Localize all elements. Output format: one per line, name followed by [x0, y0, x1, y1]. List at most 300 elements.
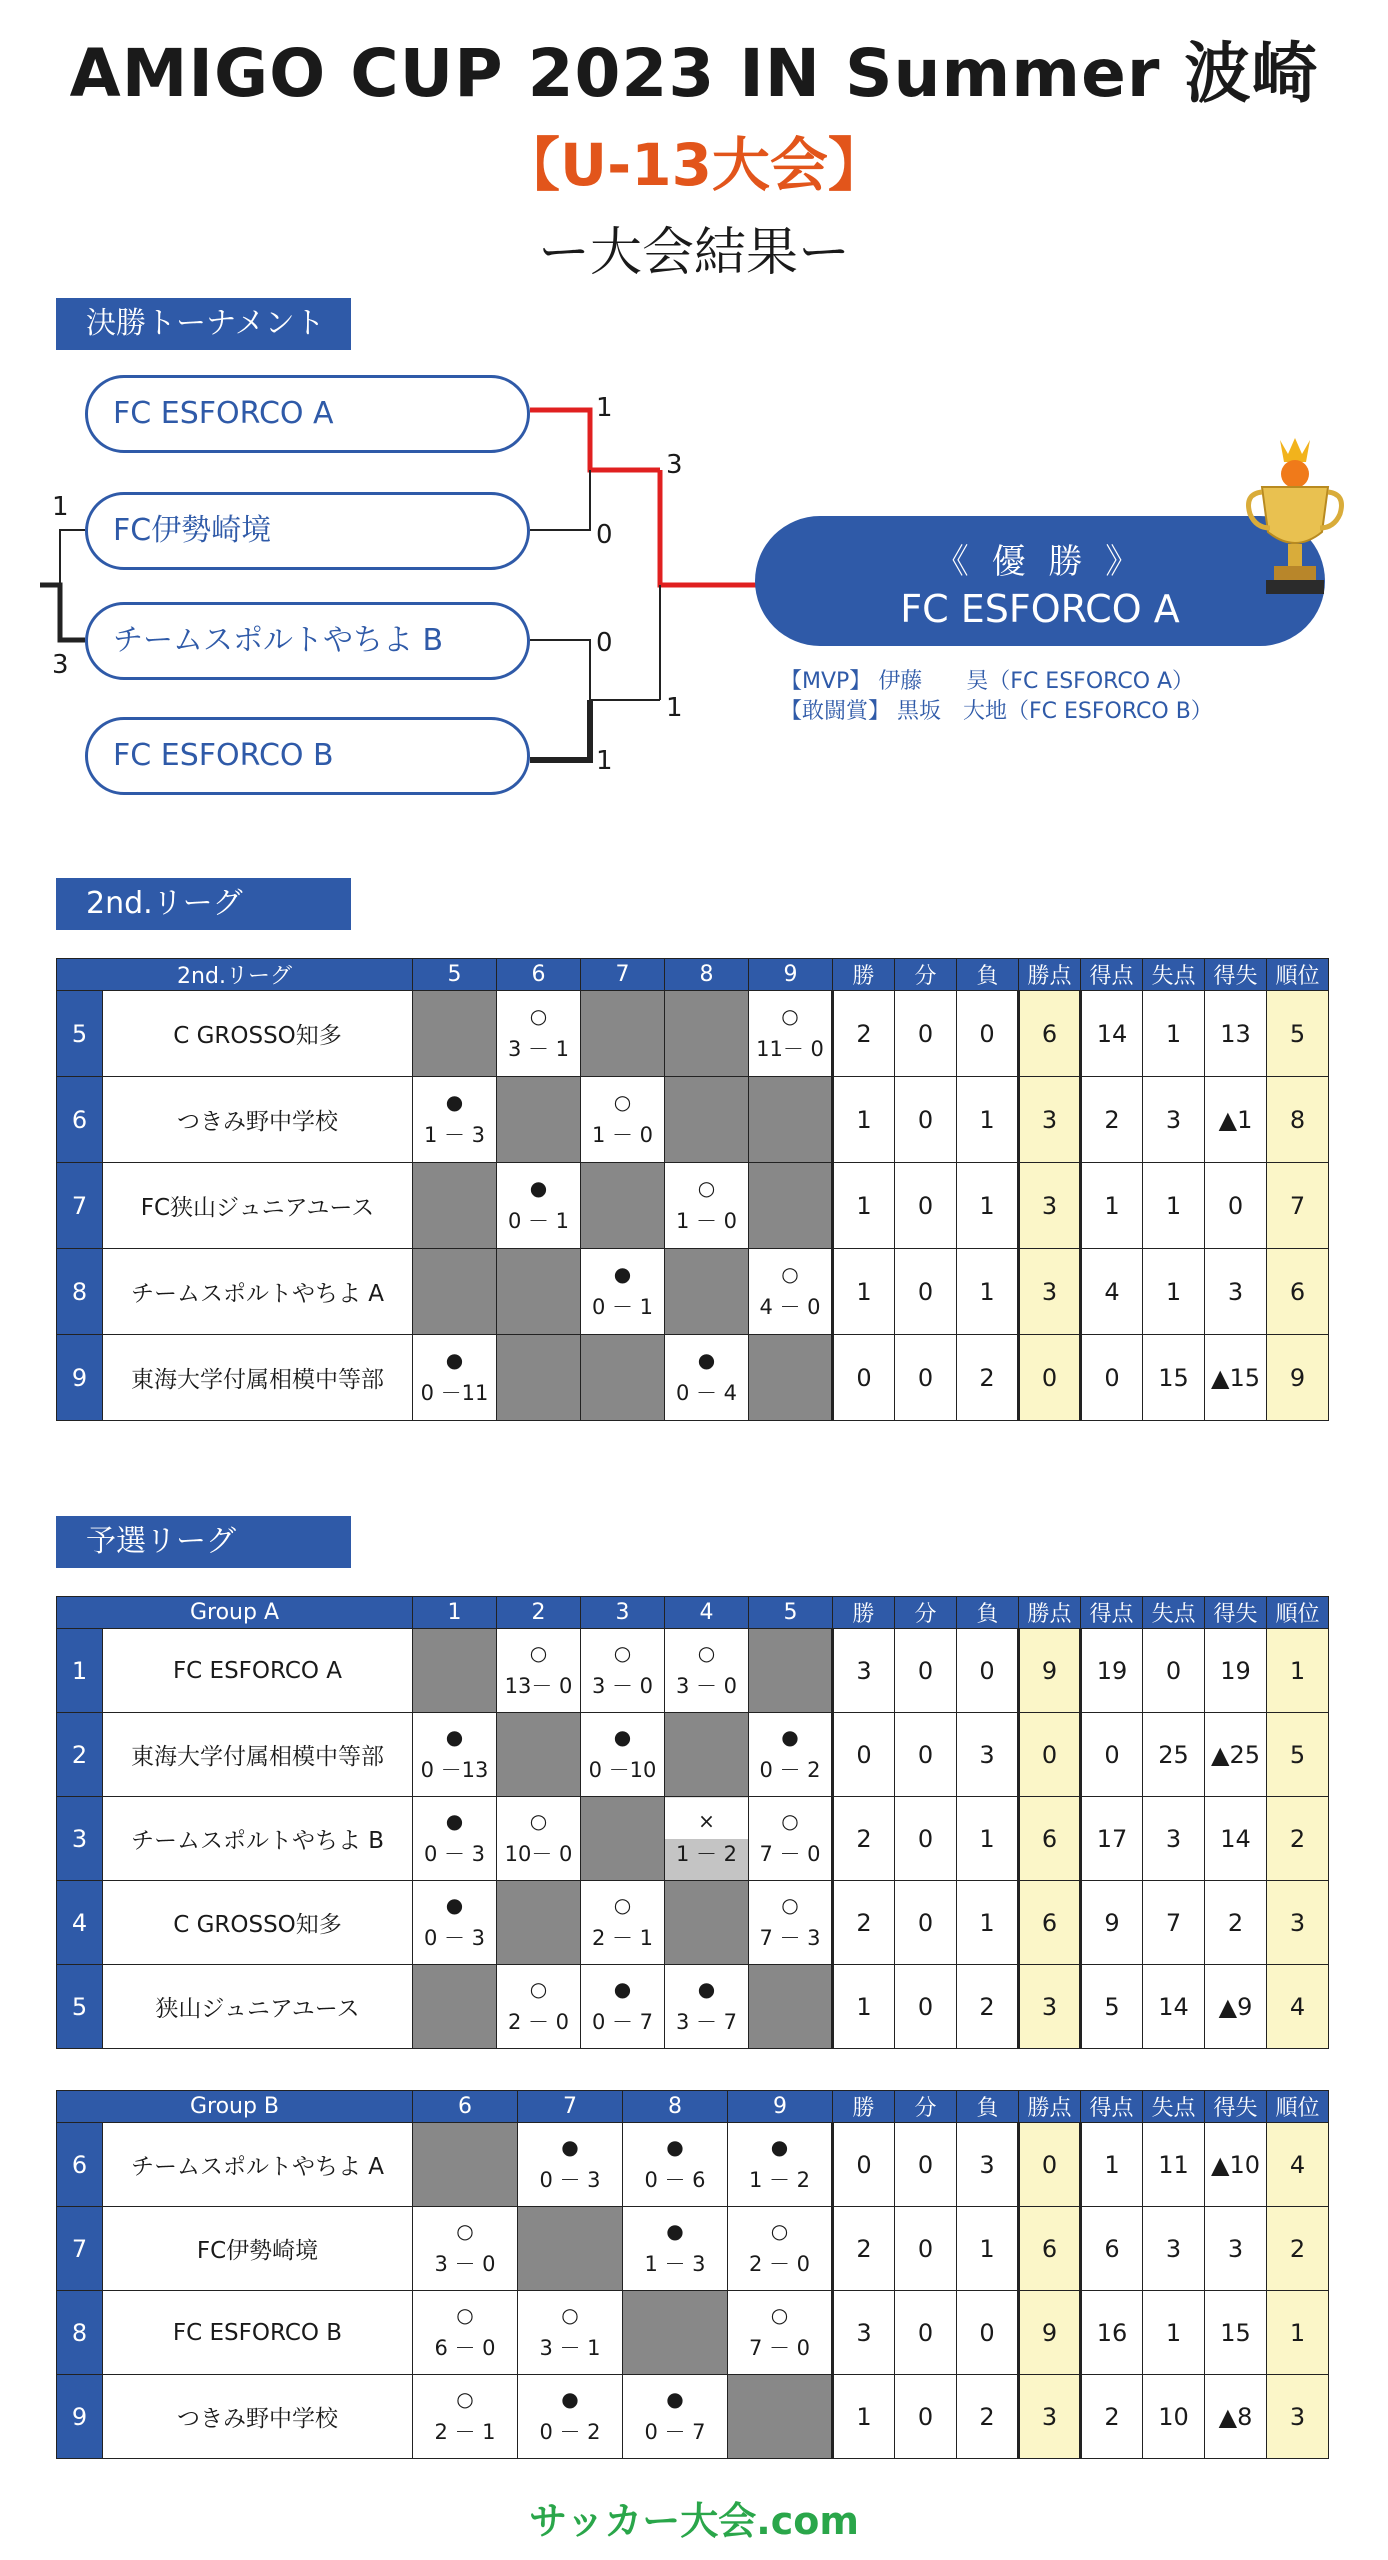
result-mark: ● [445, 1808, 464, 1833]
result-mark: ○ [781, 1892, 799, 1917]
match-score: 0 －11 [420, 1380, 489, 1405]
wins-cell: 1 [833, 2375, 895, 2459]
rank-cell: 3 [1267, 2375, 1329, 2459]
header-cell: 分 [895, 2091, 957, 2123]
goals-against-cell: 3 [1143, 1797, 1205, 1881]
draws-cell: 0 [895, 1163, 957, 1249]
header-cell: 得点 [1081, 959, 1143, 991]
row-number: 8 [57, 1249, 103, 1335]
team-name: 狭山ジュニアユース [103, 1965, 413, 2049]
match-score: 0 － 1 [591, 1294, 654, 1319]
header-cell: 得失 [1205, 2091, 1267, 2123]
final-team-3: チームスポルトやちよ B [85, 602, 530, 680]
result-heading: ー大会結果ー [537, 223, 850, 283]
wins-cell: 2 [833, 1881, 895, 1965]
result-mark: ● [445, 1724, 464, 1749]
match-result-cell [665, 1965, 749, 2049]
goal-diff-cell: ▲15 [1205, 1335, 1267, 1421]
table-row [57, 1713, 1329, 1797]
result-mark: ○ [770, 2302, 789, 2327]
score-team3: 0 [596, 628, 613, 658]
result-mark: ○ [561, 2302, 579, 2327]
goals-for-cell: 5 [1081, 1965, 1143, 2049]
final-team-1: FC ESFORCO A [85, 375, 530, 453]
goal-diff-cell: ▲9 [1205, 1965, 1267, 2049]
match-result-cell [413, 1713, 497, 1797]
match-result-cell [623, 2207, 728, 2291]
result-mark: ● [666, 2218, 684, 2243]
result-mark: ● [561, 2134, 579, 2159]
rank-cell: 2 [1267, 2207, 1329, 2291]
result-mark: ● [613, 1724, 632, 1749]
match-score: 0 － 2 [539, 2419, 601, 2444]
team-name: FC狭山ジュニアユース [103, 1163, 413, 1249]
rank-cell: 5 [1267, 991, 1329, 1077]
row-number: 4 [57, 1881, 103, 1965]
draws-cell: 0 [895, 1629, 957, 1713]
team-name: FC ESFORCO B [103, 2291, 413, 2375]
draws-cell: 0 [895, 1077, 957, 1163]
result-mark: ○ [770, 2218, 789, 2243]
team-name: チームスポルトやちよ B [103, 1797, 413, 1881]
self-match-cell [665, 1713, 749, 1797]
self-match-cell [413, 1163, 497, 1249]
match-result-cell [497, 991, 581, 1077]
team-name: 東海大学付属相模中等部 [103, 1713, 413, 1797]
team-name: チームスポルトやちよ A [103, 2123, 413, 2207]
goals-against-cell: 15 [1143, 1335, 1205, 1421]
result-mark: ● [697, 1347, 716, 1372]
draws-cell: 0 [895, 1965, 957, 2049]
match-score: 6 － 0 [434, 2335, 496, 2360]
goal-diff-cell: 13 [1205, 991, 1267, 1077]
goal-diff-cell: ▲10 [1205, 2123, 1267, 2207]
match-result-cell [413, 1077, 497, 1163]
header-cell: 7 [518, 2091, 623, 2123]
goals-against-cell: 1 [1143, 2291, 1205, 2375]
match-result-cell [413, 1797, 497, 1881]
header-cell: 勝 [833, 959, 895, 991]
wins-cell: 1 [833, 1965, 895, 2049]
losses-cell: 3 [957, 2123, 1019, 2207]
match-result-cell [665, 1335, 749, 1421]
goals-against-cell: 1 [1143, 991, 1205, 1077]
goal-diff-cell: 3 [1205, 1249, 1267, 1335]
result-mark: ● [445, 1089, 464, 1114]
result-mark: ○ [613, 1089, 632, 1114]
match-score: 0 －13 [420, 1757, 489, 1782]
draws-cell: 0 [895, 1335, 957, 1421]
self-match-cell [581, 1797, 665, 1881]
table-row [57, 1335, 1329, 1421]
header-cell: 負 [957, 2091, 1019, 2123]
match-result-cell [413, 1335, 497, 1421]
row-number: 9 [57, 1335, 103, 1421]
self-match-cell [581, 1163, 665, 1249]
goals-against-cell: 3 [1143, 1077, 1205, 1163]
row-number: 9 [57, 2375, 103, 2459]
self-match-cell [497, 1881, 581, 1965]
final-tournament-label: 決勝トーナメント [56, 298, 351, 350]
result-mark: ● [770, 2134, 789, 2159]
result-mark: ● [666, 2134, 684, 2159]
wins-cell: 1 [833, 1249, 895, 1335]
page-title: AMIGO CUP 2023 IN Summer 波崎 [69, 35, 1319, 112]
table-row [57, 1249, 1329, 1335]
champion-label: 《 優 勝 》 [934, 542, 1146, 582]
self-match-cell [497, 1713, 581, 1797]
header-cell: 負 [957, 959, 1019, 991]
draws-cell: 0 [895, 1797, 957, 1881]
header-cell: 9 [749, 959, 833, 991]
self-match-cell [497, 1249, 581, 1335]
match-score: 7 － 0 [759, 1841, 821, 1866]
result-mark: ● [697, 1976, 716, 2001]
self-match-cell [728, 2375, 833, 2459]
header-cell: 分 [895, 959, 957, 991]
group-b-table [56, 2090, 1329, 2459]
goal-diff-cell: ▲8 [1205, 2375, 1267, 2459]
rank-cell: 1 [1267, 2291, 1329, 2375]
rank-cell: 1 [1267, 1629, 1329, 1713]
goals-for-cell: 16 [1081, 2291, 1143, 2375]
match-result-cell [581, 1249, 665, 1335]
goal-diff-cell: 15 [1205, 2291, 1267, 2375]
points-cell: 6 [1019, 2207, 1081, 2291]
trophy-icon [1240, 432, 1350, 602]
header-cell: Group A [57, 1597, 413, 1629]
losses-cell: 1 [957, 1881, 1019, 1965]
goal-diff-cell: ▲25 [1205, 1713, 1267, 1797]
match-score: 3 － 0 [591, 1673, 654, 1698]
no-match-cell [749, 1163, 833, 1249]
header-cell: 勝点 [1019, 1597, 1081, 1629]
result-mark: ● [613, 1976, 632, 2001]
header-cell: 得点 [1081, 2091, 1143, 2123]
goals-for-cell: 2 [1081, 2375, 1143, 2459]
points-cell: 3 [1019, 2375, 1081, 2459]
goal-diff-cell: 3 [1205, 2207, 1267, 2291]
self-match-cell [749, 1077, 833, 1163]
self-match-cell [749, 1965, 833, 2049]
match-score: 0 － 4 [675, 1380, 738, 1405]
wins-cell: 2 [833, 1797, 895, 1881]
header-cell: 勝点 [1019, 959, 1081, 991]
table-row [57, 2207, 1329, 2291]
result-mark: ● [445, 1347, 464, 1372]
header-cell: 勝点 [1019, 2091, 1081, 2123]
result-mark: ○ [781, 1808, 799, 1833]
header-cell: 6 [497, 959, 581, 991]
wins-cell: 2 [833, 2207, 895, 2291]
points-cell: 6 [1019, 991, 1081, 1077]
match-score: 11－ 0 [756, 1036, 824, 1061]
draws-cell: 0 [895, 1713, 957, 1797]
match-result-cell [581, 1077, 665, 1163]
final-team-2: FC伊勢崎境 [85, 492, 530, 570]
match-result-cell [728, 2123, 833, 2207]
row-number: 8 [57, 2291, 103, 2375]
second-league-table [56, 958, 1329, 1421]
match-result-cell [413, 2207, 518, 2291]
match-result-cell [581, 1713, 665, 1797]
match-result-cell [518, 2375, 623, 2459]
match-result-cell [581, 1881, 665, 1965]
result-mark: ○ [529, 1640, 548, 1665]
result-mark: ○ [529, 1976, 548, 2001]
result-mark: ○ [456, 2218, 474, 2243]
self-match-cell [518, 2207, 623, 2291]
rank-cell: 2 [1267, 1797, 1329, 1881]
wins-cell: 1 [833, 1163, 895, 1249]
match-score: 0 － 7 [644, 2419, 706, 2444]
header-cell: 8 [623, 2091, 728, 2123]
score-pk-bottom: 3 [52, 650, 69, 680]
prelim-league-label: 予選リーグ [56, 1516, 351, 1568]
goals-for-cell: 0 [1081, 1335, 1143, 1421]
table-row [57, 1163, 1329, 1249]
losses-cell: 0 [957, 2291, 1019, 2375]
match-score: 0 － 3 [423, 1925, 486, 1950]
losses-cell: 0 [957, 991, 1019, 1077]
header-cell: 順位 [1267, 2091, 1329, 2123]
match-result-cell [518, 2123, 623, 2207]
self-match-cell [665, 991, 749, 1077]
match-score: 2 － 0 [507, 2009, 570, 2034]
goals-against-cell: 10 [1143, 2375, 1205, 2459]
goals-for-cell: 1 [1081, 1163, 1143, 1249]
match-result-cell [665, 1797, 749, 1881]
wins-cell: 0 [833, 2123, 895, 2207]
rank-cell: 4 [1267, 1965, 1329, 2049]
match-score: 10－ 0 [504, 1841, 573, 1866]
match-score: 2 － 1 [434, 2419, 496, 2444]
match-score: 1 － 0 [591, 1122, 654, 1147]
result-mark: ○ [456, 2302, 474, 2327]
result-mark: ● [529, 1175, 548, 1200]
final-team-4: FC ESFORCO B [85, 717, 530, 795]
self-match-cell [413, 991, 497, 1077]
match-result-cell [749, 1881, 833, 1965]
points-cell: 9 [1019, 1629, 1081, 1713]
match-result-cell [623, 2375, 728, 2459]
team-name: チームスポルトやちよ A [103, 1249, 413, 1335]
draws-cell: 0 [895, 2123, 957, 2207]
rank-cell: 3 [1267, 1881, 1329, 1965]
match-score: 0 － 3 [423, 1841, 486, 1866]
self-match-cell [665, 1881, 749, 1965]
losses-cell: 1 [957, 1797, 1019, 1881]
match-score: 7 － 3 [759, 1925, 821, 1950]
goal-diff-cell: ▲1 [1205, 1077, 1267, 1163]
goals-for-cell: 6 [1081, 2207, 1143, 2291]
goals-against-cell: 7 [1143, 1881, 1205, 1965]
result-mark: ● [613, 1261, 632, 1286]
goals-for-cell: 9 [1081, 1881, 1143, 1965]
header-cell: 勝 [833, 1597, 895, 1629]
wins-cell: 3 [833, 2291, 895, 2375]
result-mark: ○ [529, 1003, 548, 1028]
header-cell: 得失 [1205, 959, 1267, 991]
match-score: 13－ 0 [504, 1673, 573, 1698]
rank-cell: 9 [1267, 1335, 1329, 1421]
match-score: 1 － 0 [675, 1208, 738, 1233]
match-result-cell [665, 1163, 749, 1249]
result-mark: ● [781, 1724, 799, 1749]
no-match-cell [497, 1335, 581, 1421]
match-score: 1 － 3 [644, 2251, 706, 2276]
result-mark: ● [561, 2386, 579, 2411]
points-cell: 3 [1019, 1249, 1081, 1335]
match-result-cell [581, 1965, 665, 2049]
result-mark: ○ [697, 1175, 716, 1200]
match-score: 3 － 0 [434, 2251, 496, 2276]
match-result-cell [497, 1965, 581, 2049]
goals-against-cell: 0 [1143, 1629, 1205, 1713]
page-subtitle: 【U-13大会】 [502, 131, 886, 199]
match-score: 3 － 1 [507, 1036, 570, 1061]
match-result-cell [518, 2291, 623, 2375]
result-mark: ○ [781, 1261, 799, 1286]
self-match-cell [749, 1629, 833, 1713]
score-team4: 1 [596, 746, 613, 776]
team-name: つきみ野中学校 [103, 2375, 413, 2459]
header-cell: 失点 [1143, 959, 1205, 991]
match-result-cell [413, 2375, 518, 2459]
match-score: 1 － 3 [423, 1122, 486, 1147]
match-result-cell [497, 1797, 581, 1881]
goals-against-cell: 25 [1143, 1713, 1205, 1797]
result-mark: ● [445, 1892, 464, 1917]
self-match-cell [497, 1077, 581, 1163]
score-team1: 1 [596, 393, 613, 423]
self-match-cell [623, 2291, 728, 2375]
match-score: 0 － 7 [591, 2009, 654, 2034]
draws-cell: 0 [895, 1249, 957, 1335]
header-cell: Group B [57, 2091, 413, 2123]
rank-cell: 4 [1267, 2123, 1329, 2207]
goals-for-cell: 0 [1081, 1713, 1143, 1797]
score-pk-top: 1 [52, 492, 69, 522]
table-row [57, 2375, 1329, 2459]
table-row [57, 1881, 1329, 1965]
losses-cell: 2 [957, 2375, 1019, 2459]
goals-for-cell: 14 [1081, 991, 1143, 1077]
goals-for-cell: 4 [1081, 1249, 1143, 1335]
points-cell: 0 [1019, 2123, 1081, 2207]
match-score: 0 － 2 [759, 1757, 821, 1782]
match-score: 3 － 1 [539, 2335, 601, 2360]
match-result-cell [728, 2291, 833, 2375]
row-number: 6 [57, 1077, 103, 1163]
losses-cell: 1 [957, 1163, 1019, 1249]
self-match-cell [413, 1965, 497, 2049]
match-result-cell [497, 1163, 581, 1249]
goal-diff-cell: 0 [1205, 1163, 1267, 1249]
header-cell: 3 [581, 1597, 665, 1629]
rank-cell: 8 [1267, 1077, 1329, 1163]
mvp-award: 【MVP】 伊藤 昊（FC ESFORCO A） [780, 669, 1195, 694]
result-mark: ○ [529, 1808, 548, 1833]
points-cell: 0 [1019, 1335, 1081, 1421]
header-cell: 得失 [1205, 1597, 1267, 1629]
points-cell: 6 [1019, 1797, 1081, 1881]
goals-for-cell: 19 [1081, 1629, 1143, 1713]
team-name: C GROSSO知多 [103, 1881, 413, 1965]
match-result-cell [749, 1249, 833, 1335]
losses-cell: 3 [957, 1713, 1019, 1797]
table-row [57, 991, 1329, 1077]
match-result-cell [623, 2123, 728, 2207]
row-number: 7 [57, 2207, 103, 2291]
rank-cell: 6 [1267, 1249, 1329, 1335]
fighting-spirit-award: 【敢闘賞】 黒坂 大地（FC ESFORCO B） [780, 699, 1213, 724]
site-logo: サッカー大会.com [529, 2499, 859, 2543]
header-cell: 5 [749, 1597, 833, 1629]
score-team2: 0 [596, 520, 613, 550]
row-number: 6 [57, 2123, 103, 2207]
losses-cell: 1 [957, 2207, 1019, 2291]
result-mark: ○ [456, 2386, 474, 2411]
score-semi-bottom: 1 [666, 693, 683, 723]
draws-cell: 0 [895, 2291, 957, 2375]
header-cell: 9 [728, 2091, 833, 2123]
team-name: FC ESFORCO A [103, 1629, 413, 1713]
goals-for-cell: 1 [1081, 2123, 1143, 2207]
header-cell: 1 [413, 1597, 497, 1629]
match-score: 3 － 0 [675, 1673, 738, 1698]
match-score: 7 － 0 [748, 2335, 811, 2360]
draws-cell: 0 [895, 2375, 957, 2459]
table-row [57, 2123, 1329, 2207]
result-mark: ○ [697, 1640, 716, 1665]
match-score: 0 － 3 [539, 2167, 601, 2192]
result-mark: × [698, 1808, 715, 1833]
header-cell: 失点 [1143, 2091, 1205, 2123]
table-row [57, 1077, 1329, 1163]
draws-cell: 0 [895, 1881, 957, 1965]
self-match-cell [413, 2123, 518, 2207]
rank-cell: 7 [1267, 1163, 1329, 1249]
points-cell: 6 [1019, 1881, 1081, 1965]
match-score: 4 － 0 [759, 1294, 821, 1319]
match-score: 2 － 0 [748, 2251, 811, 2276]
table-row [57, 1629, 1329, 1713]
second-league-label: 2nd.リーグ [56, 878, 351, 930]
match-score: 2 － 1 [591, 1925, 654, 1950]
goals-against-cell: 14 [1143, 1965, 1205, 2049]
no-match-cell [665, 1077, 749, 1163]
header-cell: 分 [895, 1597, 957, 1629]
wins-cell: 0 [833, 1713, 895, 1797]
match-result-cell [665, 1629, 749, 1713]
match-score: 0 － 1 [507, 1208, 570, 1233]
self-match-cell [413, 1629, 497, 1713]
match-score: 0 － 6 [644, 2167, 706, 2192]
match-result-cell [728, 2207, 833, 2291]
goals-against-cell: 11 [1143, 2123, 1205, 2207]
points-cell: 3 [1019, 1163, 1081, 1249]
wins-cell: 0 [833, 1335, 895, 1421]
result-mark: ○ [613, 1640, 632, 1665]
row-number: 3 [57, 1797, 103, 1881]
row-number: 1 [57, 1629, 103, 1713]
header-cell: 6 [413, 2091, 518, 2123]
points-cell: 3 [1019, 1965, 1081, 2049]
header-cell: 5 [413, 959, 497, 991]
match-result-cell [749, 991, 833, 1077]
losses-cell: 2 [957, 1965, 1019, 2049]
